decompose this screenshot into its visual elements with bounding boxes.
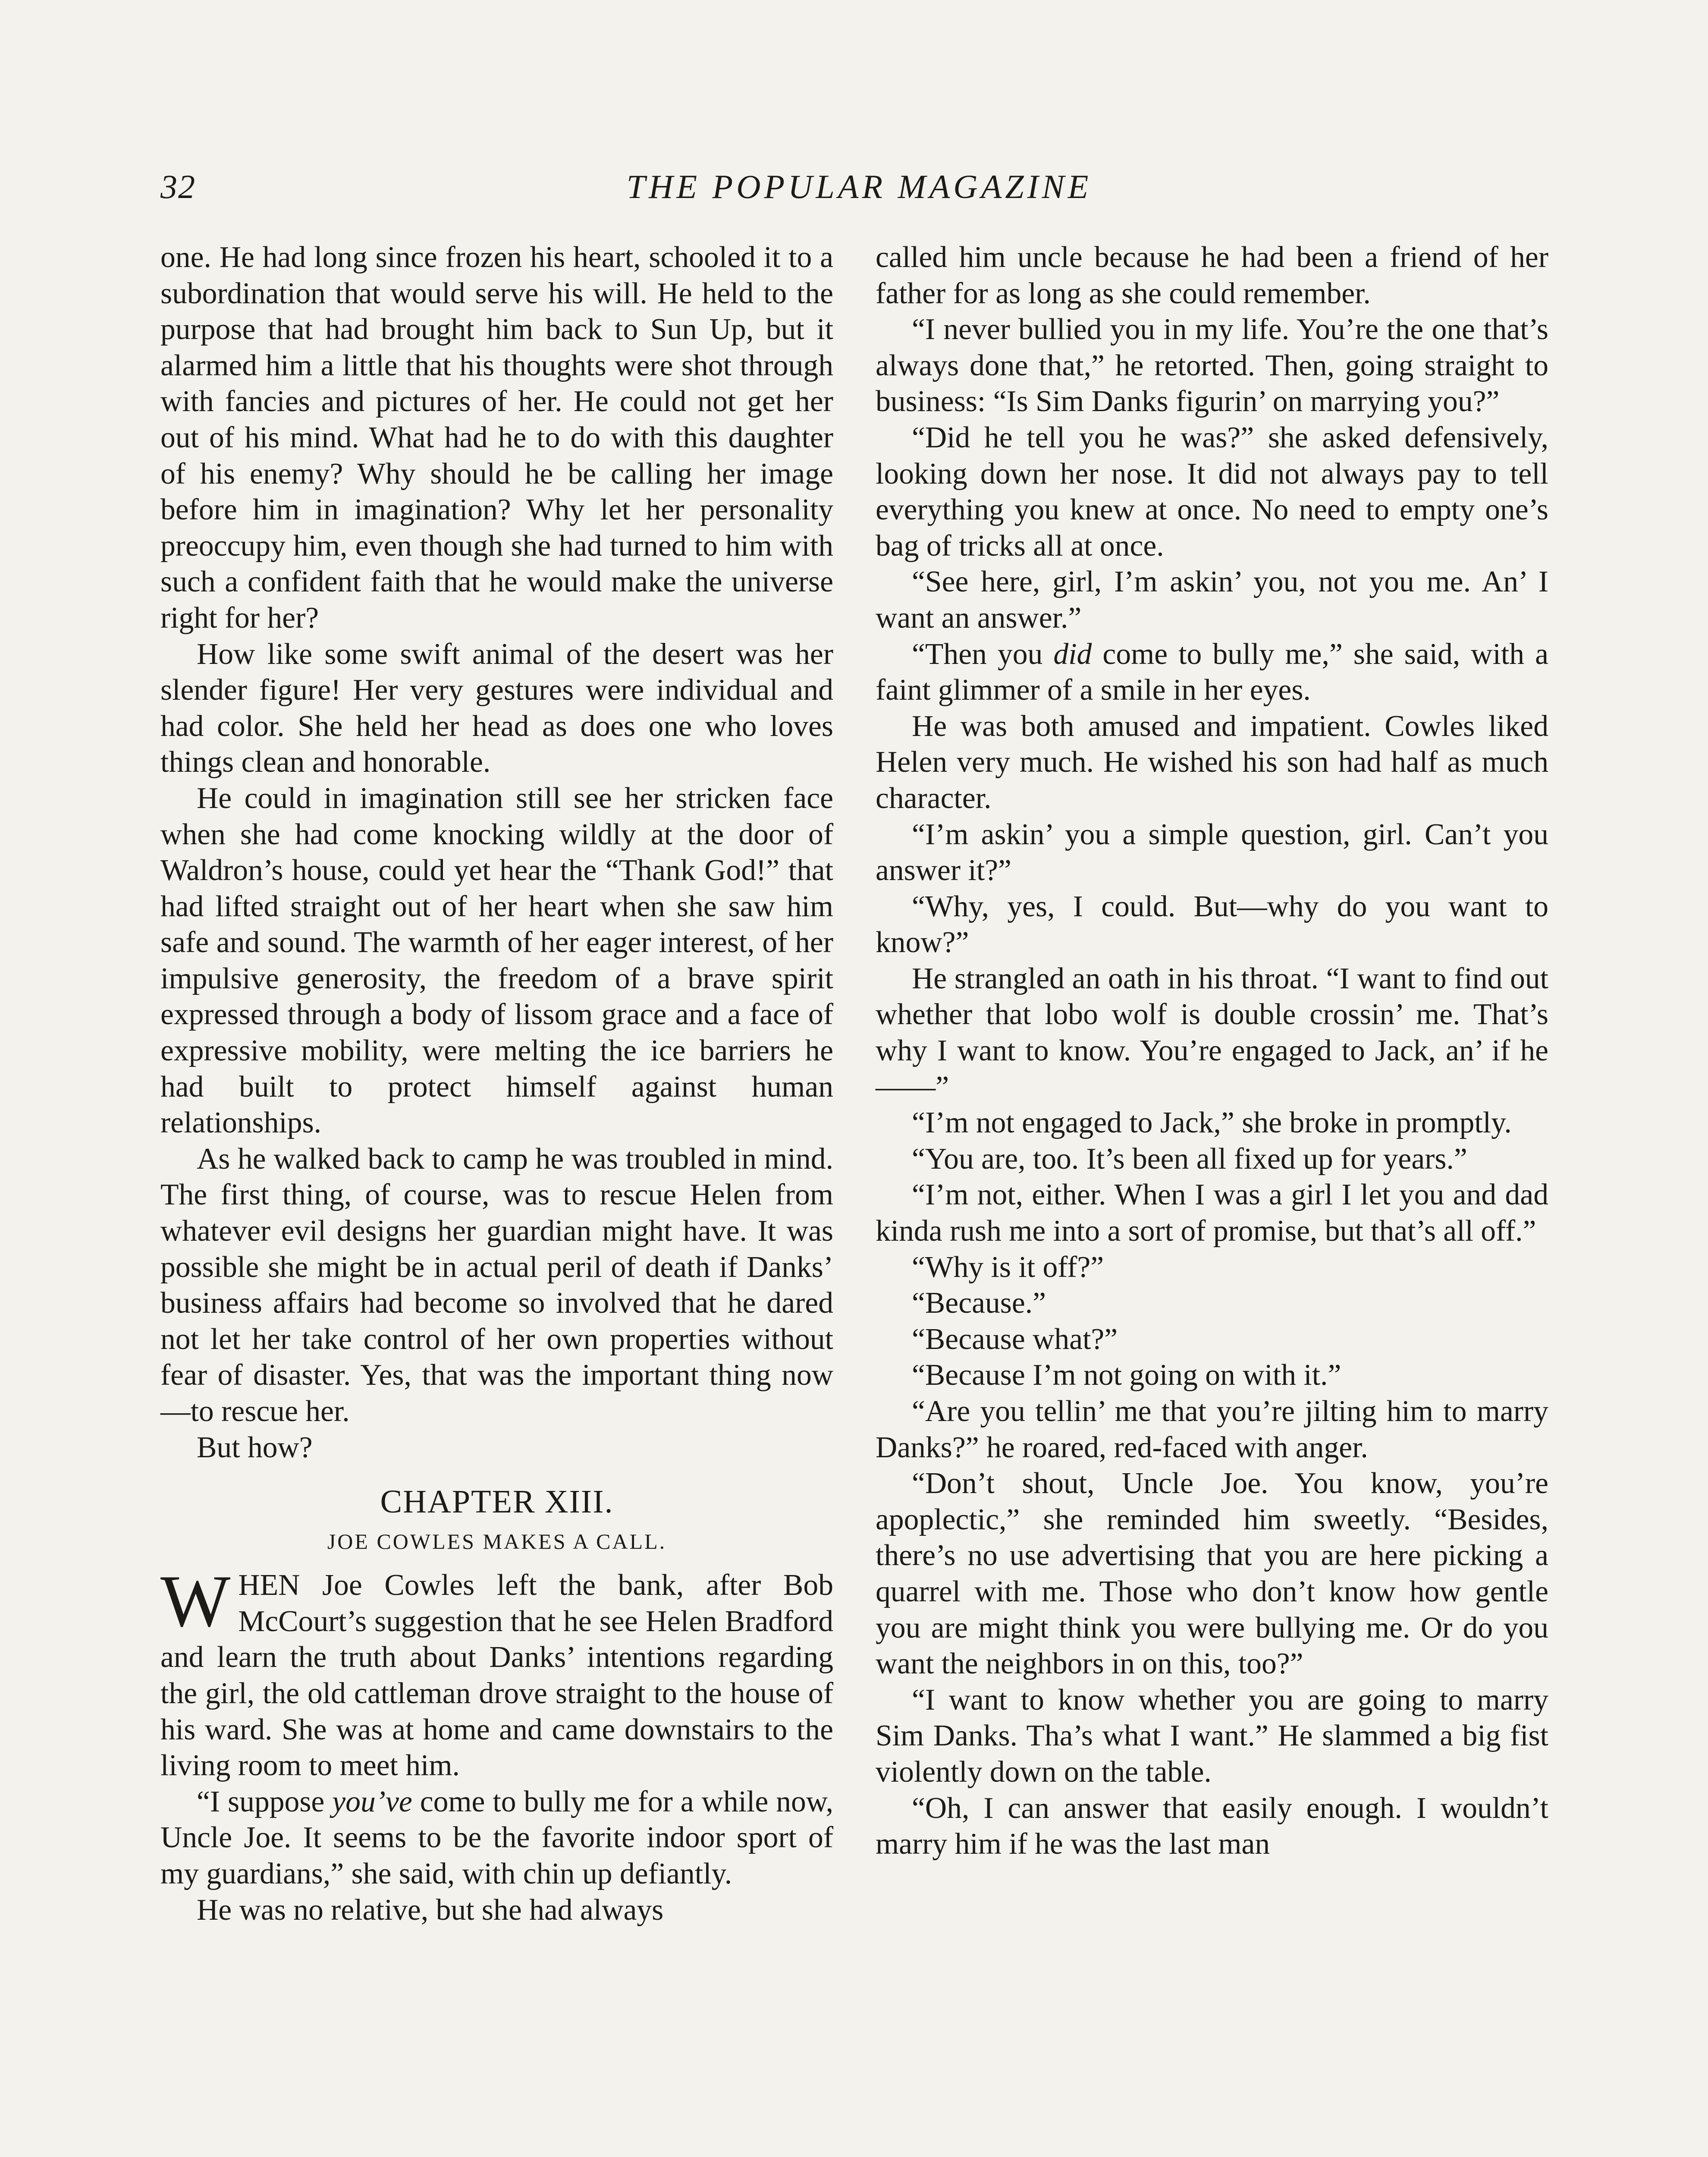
paragraph: “Because I’m not going on with it.” — [912, 1358, 1341, 1392]
paragraph: “Did he tell you he was?” she asked defensively, looking down her nose. It did not always pay to tell everything you knew at once. No need to empty one’s bag of tricks all at once. — [876, 421, 1548, 563]
paragraph: “See here, girl, I’m askin’ you, not you me. An’ I want an answer.” — [876, 565, 1548, 635]
paragraph-text: come to bully me for a while now, Uncle Joe. It seems to be the favorite indoor sport of my guardians,” she said, with chin up defiantly. — [160, 1785, 833, 1890]
paragraph: “Oh, I can answer that easily enough. I wouldn’t marry him if he was the last man — [876, 1791, 1548, 1861]
running-title: THE POPULAR MAGAZINE — [626, 168, 1092, 205]
page-header — [160, 167, 1558, 215]
paragraph: called him uncle because he had been a friend of her father for as long as she could remember. — [876, 241, 1548, 310]
paragraph: “I’m askin’ you a simple question, girl. Can’t you answer it?” — [876, 818, 1548, 887]
paragraph-text: “I suppose — [197, 1785, 333, 1818]
paragraph: “I want to know whether you are going to marry Sim Danks. Tha’s what I want.” He slammed a big fist violently down on the table. — [876, 1683, 1548, 1789]
left-column — [160, 239, 833, 1928]
paragraph: He strangled an oath in his throat. “I want to find out whether that lobo wolf is double crossin’ me. That’s why I want to know. You’re engaged to Jack, an’ if he——” — [876, 962, 1548, 1104]
paragraph — [876, 636, 1548, 708]
paragraph: “Are you tellin’ me that you’re jilting him to marry Danks?” he roared, red-faced with anger. — [876, 1395, 1548, 1464]
chapter-subtitle: JOE COWLES MAKES A CALL. — [327, 1529, 667, 1554]
paragraph: “Because what?” — [912, 1322, 1118, 1356]
chapter-first-paragraph — [160, 1560, 833, 1784]
paragraph: But how? — [197, 1431, 313, 1464]
paragraph-text: “Then you — [912, 637, 1054, 671]
paragraph: As he walked back to camp he was troubled in mind. The first thing, of course, was to rescue Helen from whatever evil designs her guardian might have. It was possible she might be in actual peril of death if Danks’ business affairs had become so involved that he dared not let her take control of her own properties without fear of disaster. Yes, that was the important thing now—to rescue her. — [160, 1142, 833, 1428]
chapter-heading: CHAPTER XIII. — [380, 1484, 614, 1520]
paragraph — [160, 1784, 833, 1892]
paragraph: “Why, yes, I could. But—why do you want to know?” — [876, 890, 1548, 959]
paragraph: He was both amused and impatient. Cowles liked Helen very much. He wished his son had half as much character. — [876, 709, 1548, 815]
paragraph: He could in imagination still see her stricken face when she had come knocking wildly at the door of Waldron’s house, could yet hear the “Thank God!” that had lifted straight out of her heart when she saw him safe and sound. The warmth of her eager interest, of her impulsive generosity, the freedom of a brave spirit expressed through a body of lissom grace and a face of expressive mobility, were melting the ice barriers he had built to protect himself against human relationships. — [160, 781, 833, 1140]
paragraph: one. He had long since frozen his heart, schooled it to a subordination that would serve his will. He held to the purpose that had brought him back to Sun Up, but it alarmed him a little that his thoughts were shot through with fancies and pictures of her. He could not get her out of his mind. What had he to do with this daughter of his enemy? Why should he be calling her image before him in imagination? Why let her personality preoccupy him, even though she had turned to him with such a confident faith that he would make the universe right for her? — [160, 241, 833, 635]
paragraph: “I never bullied you in my life. You’re the one that’s always done that,” he retorted. Then, going straight to business: “Is Sim Danks figurin’ on marrying you?” — [876, 313, 1548, 418]
page-number: 32 — [160, 168, 196, 205]
paragraph: “Why is it off?” — [912, 1250, 1104, 1284]
paragraph-text: HEN Joe Cowles left the bank, after Bob McCourt’s suggestion that he see Helen Bradford and learn the truth about Danks’ intentions regarding the girl, the old cattleman drove straight to the house of his ward. She was at home and came downstairs to the living room to meet him. — [160, 1569, 833, 1783]
paragraph: “You are, too. It’s been all fixed up for years.” — [912, 1142, 1467, 1176]
emphasis-text: you’ve — [332, 1785, 412, 1818]
paragraph: “Don’t shout, Uncle Joe. You know, you’re apoplectic,” she reminded him sweetly. “Besides, there’s no use advertising that you are here picking a quarrel with me. Those who don’t know how gentle you are might think you were bullying me. Or do you want the neighbors in on this, too?” — [876, 1467, 1548, 1681]
right-column — [876, 239, 1548, 1862]
paragraph: How like some swift animal of the desert was her slender figure! Her very gestures were individual and had color. She held her head as does one who loves things clean and honorable. — [160, 637, 833, 779]
drop-cap: W — [160, 1560, 231, 1643]
paragraph: “I’m not engaged to Jack,” she broke in promptly. — [912, 1106, 1512, 1140]
emphasis-text: did — [1053, 637, 1092, 671]
paragraph-text: come to bully me,” she said, with a faint glimmer of a smile in her eyes. — [876, 637, 1548, 707]
paragraph: He was no relative, but she had always — [197, 1893, 664, 1927]
paragraph: “I’m not, either. When I was a girl I let you and dad kinda rush me into a sort of promise, but that’s all off.” — [876, 1178, 1548, 1248]
paragraph: “Because.” — [912, 1286, 1046, 1320]
